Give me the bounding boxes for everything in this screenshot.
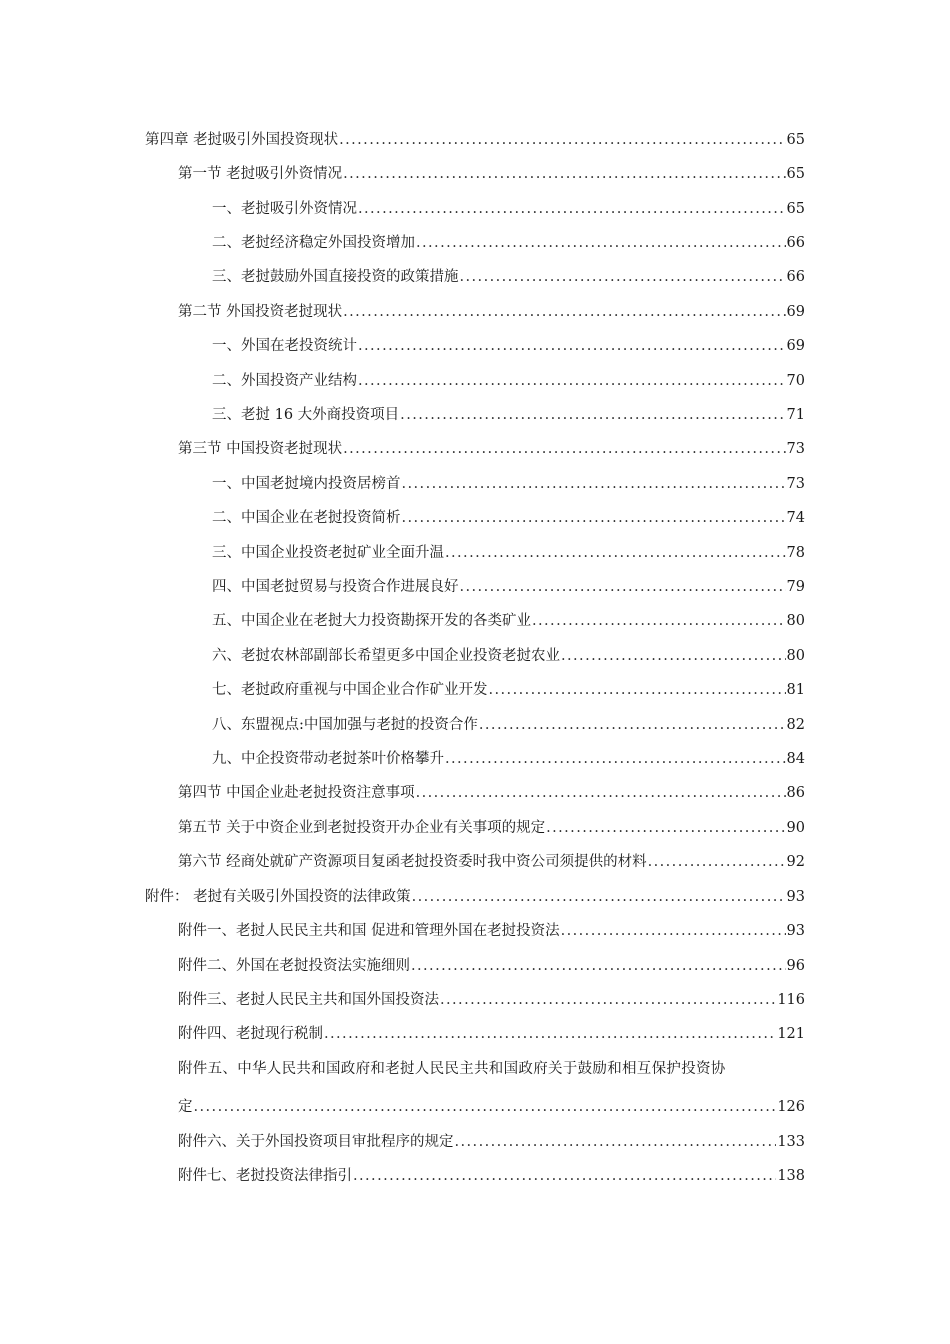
toc-page-number: 80 (786, 648, 805, 664)
toc-leader-dots (445, 749, 786, 769)
toc-leader-dots (412, 887, 786, 907)
toc-entry[interactable] (178, 1018, 805, 1044)
toc-page-number: 133 (777, 1134, 805, 1150)
toc-page-number: 138 (777, 1168, 805, 1184)
toc-entry-label: 附件七、老挝投资法律指引 (178, 1168, 352, 1184)
toc-entry-label: 一、外国在老投资统计 (212, 338, 357, 354)
toc-page-number: 84 (786, 751, 805, 767)
toc-entry[interactable] (212, 674, 805, 700)
toc-page-number: 66 (786, 235, 805, 251)
toc-leader-dots (546, 818, 785, 838)
toc-leader-dots (445, 543, 786, 563)
toc-page-number: 71 (786, 407, 805, 423)
toc-leader-dots (489, 680, 786, 700)
toc-leader-dots (339, 130, 785, 150)
toc-page-number: 66 (786, 269, 805, 285)
toc-page-number: 65 (786, 166, 805, 182)
toc-entry-label: 附件六、关于外国投资项目审批程序的规定 (178, 1134, 454, 1150)
toc-entry[interactable] (178, 1091, 805, 1117)
toc-page-number: 70 (786, 373, 805, 389)
toc-entry-wrapped-line[interactable]: 附件五、中华人民共和国政府和老挝人民民主共和国政府关于鼓励和相互保护投资协 (178, 1061, 726, 1077)
toc-entry[interactable] (212, 502, 805, 528)
toc-entry-label: 第五节 关于中资企业到老挝投资开办企业有关事项的规定 (178, 820, 546, 836)
toc-page-number: 81 (786, 682, 805, 698)
toc-entry[interactable] (212, 571, 805, 597)
toc-leader-dots (479, 715, 786, 735)
toc-leader-dots (358, 336, 786, 356)
toc-leader-dots (358, 199, 786, 219)
toc-page-number: 82 (786, 717, 805, 733)
toc-entry-label: 六、老挝农林部副部长希望更多中国企业投资老挝农业 (212, 648, 560, 664)
toc-page-number: 79 (786, 579, 805, 595)
toc-leader-dots (358, 371, 786, 391)
toc-entry-label: 一、中国老挝境内投资居榜首 (212, 476, 401, 492)
toc-page-number: 90 (786, 820, 805, 836)
toc-entry[interactable] (212, 640, 805, 666)
toc-page-number: 69 (786, 338, 805, 354)
toc-leader-dots (402, 508, 786, 528)
toc-entry[interactable] (212, 365, 805, 391)
toc-leader-dots (343, 164, 785, 184)
toc-entry[interactable] (212, 709, 805, 735)
toc-entry[interactable] (212, 605, 805, 631)
toc-leader-dots (194, 1097, 777, 1117)
toc-entry-label: 附件一、老挝人民民主共和国 促进和管理外国在老挝投资法 (178, 923, 560, 939)
toc-entry[interactable] (178, 433, 805, 459)
toc-entry-label: 七、老挝政府重视与中国企业合作矿业开发 (212, 682, 488, 698)
toc-entry-label: 第六节 经商处就矿产资源项目复函老挝投资委时我中资公司须提供的材料 (178, 854, 647, 870)
toc-entry-label: 八、东盟视点:中国加强与老挝的投资合作 (212, 717, 478, 733)
toc-page-number: 116 (777, 992, 805, 1008)
toc-entry-label: 九、中企投资带动老挝茶叶价格攀升 (212, 751, 444, 767)
toc-leader-dots (411, 956, 786, 976)
toc-leader-dots (440, 990, 776, 1010)
toc-page-number: 65 (786, 132, 805, 148)
toc-leader-dots (460, 577, 786, 597)
toc-entry[interactable] (212, 193, 805, 219)
toc-entry[interactable] (178, 846, 805, 872)
toc-page-number: 93 (786, 889, 805, 905)
toc-entry[interactable] (212, 537, 805, 563)
toc-entry[interactable] (178, 1160, 805, 1186)
toc-entry[interactable] (178, 777, 805, 803)
toc-entry-label: 第一节 老挝吸引外资情况 (178, 166, 343, 182)
toc-entry[interactable] (178, 984, 805, 1010)
toc-leader-dots (343, 439, 785, 459)
toc-leader-dots (648, 852, 786, 872)
toc-entry[interactable] (178, 812, 805, 838)
toc-leader-dots (532, 611, 786, 631)
toc-entry-label: 三、老挝鼓励外国直接投资的政策措施 (212, 269, 459, 285)
toc-entry[interactable] (178, 1126, 805, 1152)
toc-page-number: 86 (786, 785, 805, 801)
toc-entry-label: 四、中国老挝贸易与投资合作进展良好 (212, 579, 459, 595)
toc-page-number: 65 (786, 201, 805, 217)
toc-page-number: 73 (786, 476, 805, 492)
toc-entry[interactable] (178, 915, 805, 941)
toc-entry[interactable] (212, 261, 805, 287)
toc-leader-dots (460, 267, 786, 287)
toc-entry-label: 二、中国企业在老挝投资简析 (212, 510, 401, 526)
toc-entry[interactable] (212, 399, 805, 425)
toc-page-number: 126 (777, 1099, 805, 1115)
toc-page-number: 121 (777, 1026, 805, 1042)
toc-entry[interactable] (178, 296, 805, 322)
toc-entry-label: 三、中国企业投资老挝矿业全面升温 (212, 545, 444, 561)
toc-entry[interactable] (145, 881, 805, 907)
toc-entry[interactable] (212, 743, 805, 769)
toc-entry-label: 定 (178, 1099, 193, 1115)
toc-entry-label: 附件三、老挝人民民主共和国外国投资法 (178, 992, 439, 1008)
toc-entry[interactable] (212, 330, 805, 356)
toc-leader-dots (416, 233, 786, 253)
toc-leader-dots (561, 921, 786, 941)
toc-entry-label: 第四章 老挝吸引外国投资现状 (145, 132, 339, 148)
toc-entry-label: 附件二、外国在老挝投资法实施细则 (178, 958, 410, 974)
toc-leader-dots (561, 646, 786, 666)
toc-entry-label: 五、中国企业在老挝大力投资勘探开发的各类矿业 (212, 613, 531, 629)
toc-entry-label: 附件四、老挝现行税制 (178, 1026, 323, 1042)
toc-leader-dots (324, 1024, 776, 1044)
toc-entry[interactable] (178, 950, 805, 976)
toc-leader-dots (343, 302, 785, 322)
toc-page-number: 80 (786, 613, 805, 629)
toc-page-number: 73 (786, 441, 805, 457)
toc-entry-label: 附件： 老挝有关吸引外国投资的法律政策 (145, 889, 411, 905)
toc-leader-dots (400, 405, 785, 425)
toc-entry[interactable] (212, 468, 805, 494)
toc-page-number: 93 (786, 923, 805, 939)
toc-page-number: 96 (786, 958, 805, 974)
toc-page-number: 78 (786, 545, 805, 561)
toc-entry-label: 二、外国投资产业结构 (212, 373, 357, 389)
toc-page-number: 69 (786, 304, 805, 320)
toc-leader-dots (416, 783, 786, 803)
toc-leader-dots (455, 1132, 777, 1152)
toc-entry-label: 第四节 中国企业赴老挝投资注意事项 (178, 785, 415, 801)
toc-entry-label: 二、老挝经济稳定外国投资增加 (212, 235, 415, 251)
toc-entry-label: 第三节 中国投资老挝现状 (178, 441, 343, 457)
toc-page-number: 74 (786, 510, 805, 526)
toc-entry[interactable] (145, 124, 805, 150)
toc-leader-dots (353, 1166, 776, 1186)
toc-entry[interactable] (178, 158, 805, 184)
toc-page-number: 92 (786, 854, 805, 870)
toc-entry[interactable] (212, 227, 805, 253)
toc-entry-label: 一、老挝吸引外资情况 (212, 201, 357, 217)
toc-entry-label: 三、老挝 16 大外商投资项目 (212, 407, 400, 423)
toc-leader-dots (402, 474, 786, 494)
toc-entry-label: 第二节 外国投资老挝现状 (178, 304, 343, 320)
